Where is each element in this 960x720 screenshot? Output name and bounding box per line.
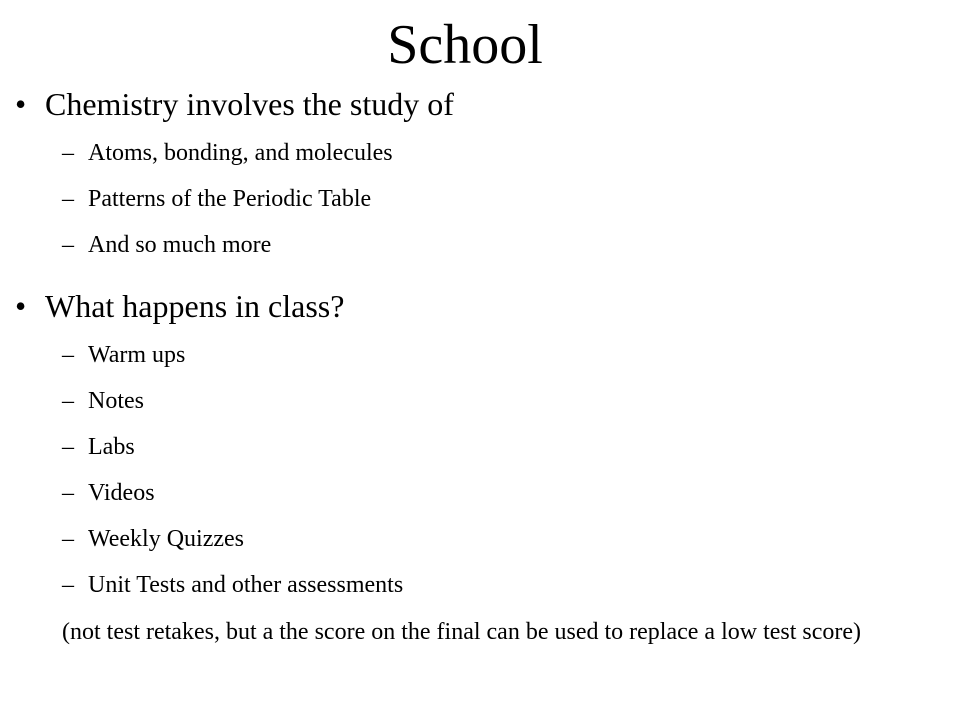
dash-icon: –	[62, 526, 74, 552]
dash-icon: –	[62, 480, 74, 506]
sub-bullet-notes	[15, 378, 935, 424]
sub-bullet-text: Videos	[88, 480, 155, 506]
sub-bullet-text: Labs	[88, 434, 135, 460]
dash-icon: –	[62, 140, 74, 166]
dash-icon: –	[62, 572, 74, 598]
bullet-chemistry-study	[15, 78, 935, 130]
sub-bullet-text: And so much more	[88, 232, 272, 258]
sub-bullet-atoms	[15, 130, 935, 176]
slide-content	[15, 78, 935, 648]
sub-bullet-text: Warm ups	[88, 342, 186, 368]
sub-bullet-text: Weekly Quizzes	[88, 526, 244, 552]
sub-bullet-labs	[15, 424, 935, 470]
dash-icon: –	[62, 434, 74, 460]
sub-bullet-periodic-table	[15, 176, 935, 222]
sub-bullet-text: Atoms, bonding, and molecules	[88, 140, 393, 166]
retake-note: (not test retakes, but a the score on the final can be used to replace a low test score)	[62, 619, 862, 645]
dash-icon: –	[62, 342, 74, 368]
bullet-text: What happens in class?	[45, 288, 345, 324]
bullet-icon: •	[15, 86, 27, 122]
sub-bullet-videos	[15, 470, 935, 516]
dash-icon: –	[62, 232, 74, 258]
dash-icon: –	[62, 186, 74, 212]
sub-bullet-text: Notes	[88, 388, 144, 414]
sub-bullet-much-more	[15, 222, 935, 268]
sub-bullet-unit-tests	[15, 562, 935, 608]
dash-icon: –	[62, 388, 74, 414]
bullet-text: Chemistry involves the study of	[45, 86, 454, 122]
sub-bullet-weekly-quizzes	[15, 516, 935, 562]
bullet-class-activities	[15, 280, 935, 332]
slide-title: School	[387, 14, 543, 76]
bullet-icon: •	[15, 288, 27, 324]
sub-bullet-warm-ups	[15, 332, 935, 378]
sub-bullet-text: Unit Tests and other assessments	[88, 572, 404, 598]
sub-bullet-text: Patterns of the Periodic Table	[88, 186, 372, 212]
